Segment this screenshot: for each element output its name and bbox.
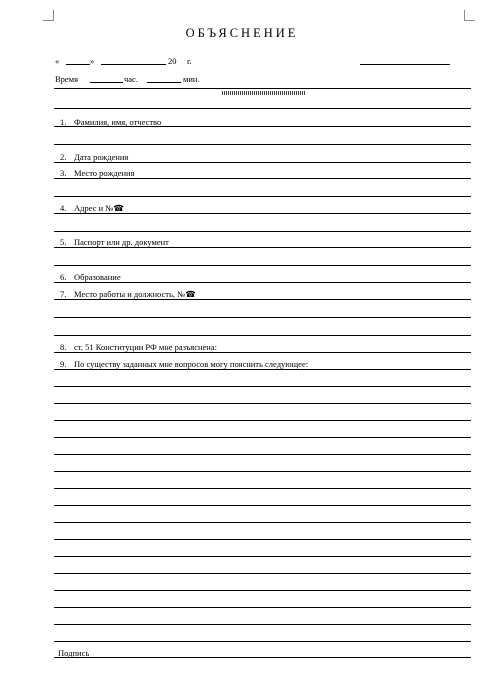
field-3-line[interactable] (54, 178, 471, 179)
field-6-label: 6. Образование (60, 272, 121, 282)
field-6-line[interactable] (54, 282, 471, 283)
place-blank[interactable] (360, 64, 450, 65)
answer-line[interactable] (54, 454, 471, 455)
hours-blank[interactable] (90, 82, 123, 83)
answer-line[interactable] (54, 624, 471, 625)
answer-line[interactable] (54, 607, 471, 608)
answer-line[interactable] (54, 573, 471, 574)
quote-open: « (55, 56, 60, 66)
form-line[interactable] (54, 265, 471, 266)
margin-corner-top-left (43, 10, 54, 21)
day-blank[interactable] (66, 64, 90, 65)
answer-line[interactable] (54, 641, 471, 642)
signature-label: Подпись (58, 648, 90, 658)
answer-line[interactable] (54, 420, 471, 421)
field-7-line[interactable] (54, 299, 471, 300)
margin-corner-top-right (464, 10, 475, 21)
field-2-label: 2. Дата рождения (60, 152, 129, 162)
answer-line[interactable] (54, 539, 471, 540)
field-5-line[interactable] (54, 247, 471, 248)
hours-label: час. (124, 74, 138, 84)
month-blank[interactable] (101, 64, 166, 65)
field-4-line[interactable] (54, 213, 471, 214)
signature-line[interactable] (54, 657, 471, 658)
form-line[interactable] (54, 231, 471, 232)
field-8-label: 8. ст. 51 Конституции РФ мне разъяснена: (60, 342, 217, 352)
answer-line[interactable] (54, 488, 471, 489)
field-8-line[interactable] (54, 352, 471, 353)
field-1-label: 1. Фамилия, имя, отчество (60, 117, 162, 127)
answer-line[interactable] (54, 590, 471, 591)
field-4-label: 4. Адрес и №☎ (60, 203, 124, 213)
field-1-line[interactable] (54, 126, 471, 127)
time-label: Время (55, 74, 78, 84)
form-line (54, 108, 471, 109)
decorative-dots (222, 91, 305, 95)
answer-line[interactable] (54, 386, 471, 387)
field-7-label: 7. Место работы и должность, №☎ (60, 289, 196, 299)
year-suffix: г. (187, 56, 192, 66)
field-9-line[interactable] (54, 369, 471, 370)
field-2-line[interactable] (54, 162, 471, 163)
field-3-label: 3. Место рождения (60, 168, 135, 178)
form-line[interactable] (54, 335, 471, 336)
separator-line (54, 88, 471, 89)
form-line[interactable] (54, 196, 471, 197)
year-prefix: 20 (168, 56, 177, 66)
field-9-label: 9. По существу заданных мне вопросов могу пояснить следующее: (60, 359, 309, 369)
answer-line[interactable] (54, 522, 471, 523)
quote-close: » (90, 56, 95, 66)
field-5-label: 5. Паспорт или др. документ (60, 237, 169, 247)
document-title: ОБЪЯСНЕНИЕ (185, 26, 299, 40)
answer-line[interactable] (54, 471, 471, 472)
answer-line[interactable] (54, 403, 471, 404)
minutes-blank[interactable] (147, 82, 181, 83)
answer-line[interactable] (54, 505, 471, 506)
form-line[interactable] (54, 317, 471, 318)
form-line[interactable] (54, 144, 471, 145)
answer-line[interactable] (54, 556, 471, 557)
minutes-label: мин. (183, 74, 200, 84)
answer-line[interactable] (54, 437, 471, 438)
